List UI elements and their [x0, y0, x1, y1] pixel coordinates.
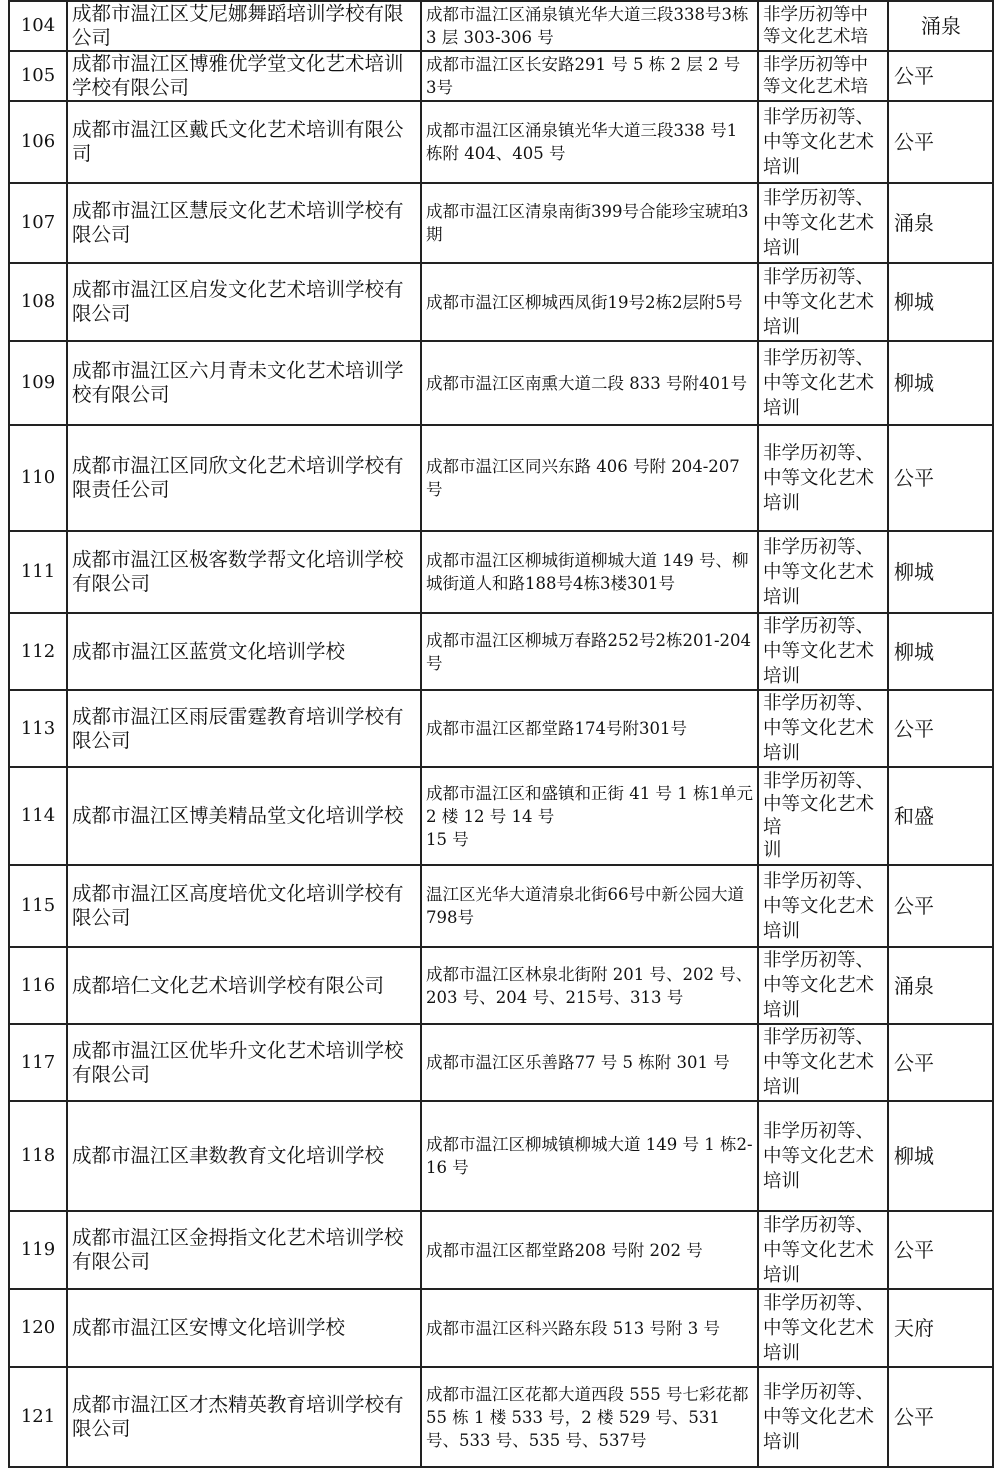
school-address: 成都市温江区涌泉镇光华大道三段338 号1 栋附 404、405 号 [421, 101, 758, 183]
row-number: 107 [9, 183, 67, 263]
school-name: 成都市温江区雨辰雷霆教育培训学校有限公司 [67, 690, 421, 767]
school-area: 涌泉 [888, 1, 993, 51]
school-area: 柳城 [888, 341, 993, 425]
row-number: 113 [9, 690, 67, 767]
row-number: 114 [9, 767, 67, 865]
table-row [9, 1101, 993, 1211]
school-category: 非学历初等、中等文化艺术培训 [758, 613, 888, 690]
school-name: 成都市温江区安博文化培训学校 [67, 1289, 421, 1367]
school-address: 成都市温江区南熏大道二段 833 号附401号 [421, 341, 758, 425]
table-row [9, 767, 993, 865]
table-row [9, 1367, 993, 1467]
row-number: 112 [9, 613, 67, 690]
school-name: 成都市温江区高度培优文化培训学校有限公司 [67, 865, 421, 947]
school-category: 非学历初等、中等文化艺术培训 [758, 947, 888, 1024]
school-area: 公平 [888, 1024, 993, 1101]
school-name: 成都市温江区金拇指文化艺术培训学校有限公司 [67, 1211, 421, 1289]
school-address: 成都市温江区柳城万春路252号2栋201-204号 [421, 613, 758, 690]
school-address: 成都市温江区都堂路208 号附 202 号 [421, 1211, 758, 1289]
table-row [9, 865, 993, 947]
school-category: 非学历初等、中等文化艺术培训 [758, 1211, 888, 1289]
row-number: 120 [9, 1289, 67, 1367]
school-name: 成都市温江区同欣文化艺术培训学校有限责任公司 [67, 425, 421, 531]
row-number: 111 [9, 531, 67, 613]
school-area: 涌泉 [888, 183, 993, 263]
row-number: 109 [9, 341, 67, 425]
row-number: 115 [9, 865, 67, 947]
school-address: 成都市温江区柳城街道柳城大道 149 号、柳城街道人和路188号4栋3楼301号 [421, 531, 758, 613]
school-category: 非学历初等、中等文化艺术培训 [758, 1024, 888, 1101]
school-area: 公平 [888, 101, 993, 183]
school-name: 成都市温江区艾尼娜舞蹈培训学校有限公司 [67, 1, 421, 51]
school-area: 公平 [888, 1211, 993, 1289]
school-area: 柳城 [888, 531, 993, 613]
school-name: 成都市温江区蓝赏文化培训学校 [67, 613, 421, 690]
row-number: 116 [9, 947, 67, 1024]
school-name: 成都市温江区六月青未文化艺术培训学校有限公司 [67, 341, 421, 425]
school-area: 公平 [888, 51, 993, 101]
school-area: 和盛 [888, 767, 993, 865]
school-address: 成都市温江区涌泉镇光华大道三段338号3栋 3 层 303-306 号 [421, 1, 758, 51]
row-number: 110 [9, 425, 67, 531]
table-row [9, 341, 993, 425]
school-name: 成都市温江区慧辰文化艺术培训学校有限公司 [67, 183, 421, 263]
school-address: 成都市温江区都堂路174号附301号 [421, 690, 758, 767]
school-category: 非学历初等、中等文化艺术培训 [758, 341, 888, 425]
row-number: 119 [9, 1211, 67, 1289]
school-category: 非学历初等中等文化艺术培 [758, 1, 888, 51]
school-address: 温江区光华大道清泉北街66号中新公园大道798号 [421, 865, 758, 947]
school-area: 公平 [888, 425, 993, 531]
row-number: 117 [9, 1024, 67, 1101]
school-address: 成都市温江区柳城西凤街19号2栋2层附5号 [421, 263, 758, 341]
table-row [9, 690, 993, 767]
school-area: 柳城 [888, 613, 993, 690]
school-category: 非学历初等、中等文化艺术培训 [758, 183, 888, 263]
school-category: 非学历初等、中等文化艺术培训 [758, 690, 888, 767]
school-area: 天府 [888, 1289, 993, 1367]
school-address: 成都市温江区清泉南街399号合能珍宝琥珀3期 [421, 183, 758, 263]
school-name: 成都市温江区戴氏文化艺术培训有限公司 [67, 101, 421, 183]
row-number: 121 [9, 1367, 67, 1467]
school-category: 非学历初等中等文化艺术培 [758, 51, 888, 101]
school-area: 柳城 [888, 1101, 993, 1211]
row-number: 106 [9, 101, 67, 183]
school-category: 非学历初等、中等文化艺术培训 [758, 1101, 888, 1211]
school-name: 成都市温江区聿数教育文化培训学校 [67, 1101, 421, 1211]
school-category: 非学历初等、中等文化艺术培训 [758, 263, 888, 341]
school-area: 公平 [888, 865, 993, 947]
table-row [9, 947, 993, 1024]
school-address: 成都市温江区和盛镇和正街 41 号 1 栋1单元 2 楼 12 号 14 号 15 号 [421, 767, 758, 865]
table-row [9, 183, 993, 263]
school-area: 公平 [888, 1367, 993, 1467]
school-area: 涌泉 [888, 947, 993, 1024]
table-row [9, 1, 993, 51]
school-name: 成都市温江区极客数学帮文化培训学校有限公司 [67, 531, 421, 613]
school-category: 非学历初等、中等文化艺术培训 [758, 531, 888, 613]
school-address: 成都市温江区科兴路东段 513 号附 3 号 [421, 1289, 758, 1367]
school-area: 柳城 [888, 263, 993, 341]
school-category: 非学历初等、中等文化艺术培 训 [758, 767, 888, 865]
table-row [9, 263, 993, 341]
row-number: 104 [9, 1, 67, 51]
school-name: 成都市温江区博雅优学堂文化艺术培训学校有限公司 [67, 51, 421, 101]
school-name: 成都市温江区博美精品堂文化培训学校 [67, 767, 421, 865]
school-address: 成都市温江区长安路291 号 5 栋 2 层 2 号 3号 [421, 51, 758, 101]
school-category: 非学历初等、中等文化艺术培训 [758, 865, 888, 947]
table-row [9, 1211, 993, 1289]
school-category: 非学历初等、中等文化艺术培训 [758, 1289, 888, 1367]
school-address: 成都市温江区柳城镇柳城大道 149 号 1 栋2-16 号 [421, 1101, 758, 1211]
school-category: 非学历初等、中等文化艺术培训 [758, 425, 888, 531]
school-registry-table [8, 0, 994, 1468]
school-address: 成都市温江区林泉北街附 201 号、202 号、203 号、204 号、215号、313 号 [421, 947, 758, 1024]
school-name: 成都市温江区启发文化艺术培训学校有限公司 [67, 263, 421, 341]
row-number: 105 [9, 51, 67, 101]
school-name: 成都培仁文化艺术培训学校有限公司 [67, 947, 421, 1024]
table-row [9, 425, 993, 531]
table-row [9, 1289, 993, 1367]
school-address: 成都市温江区乐善路77 号 5 栋附 301 号 [421, 1024, 758, 1101]
school-address: 成都市温江区同兴东路 406 号附 204-207号 [421, 425, 758, 531]
table-body [9, 1, 993, 1467]
table-row [9, 531, 993, 613]
row-number: 108 [9, 263, 67, 341]
table-row [9, 101, 993, 183]
school-name: 成都市温江区才杰精英教育培训学校有限公司 [67, 1367, 421, 1467]
table-row [9, 1024, 993, 1101]
table-row [9, 51, 993, 101]
school-category: 非学历初等、中等文化艺术培训 [758, 1367, 888, 1467]
school-area: 公平 [888, 690, 993, 767]
school-address: 成都市温江区花都大道西段 555 号七彩花都 55 栋 1 楼 533 号，2 楼 529 号、531 号、533 号、535 号、537号 [421, 1367, 758, 1467]
school-category: 非学历初等、中等文化艺术培训 [758, 101, 888, 183]
row-number: 118 [9, 1101, 67, 1211]
school-name: 成都市温江区优毕升文化艺术培训学校有限公司 [67, 1024, 421, 1101]
table-row [9, 613, 993, 690]
